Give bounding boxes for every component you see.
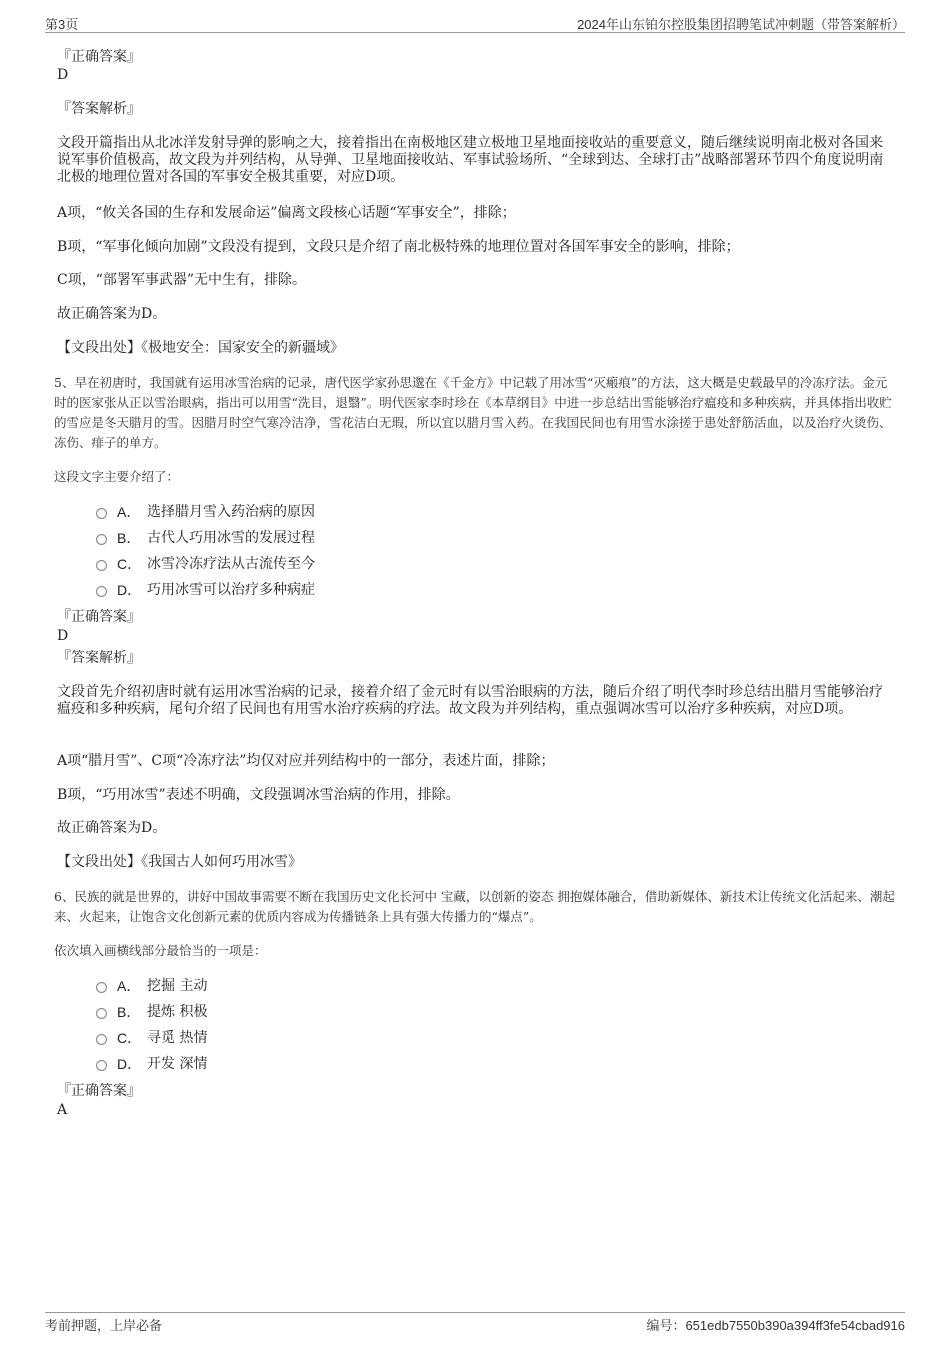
q4-source: 【文段出处】《极地安全：国家安全的新疆域》 [57,340,344,356]
q4-analysis-label: 『答案解析』 [57,101,141,117]
q4-option-c-note: C项，“部署军事武器”无中生有，排除。 [57,272,307,288]
radio-icon[interactable] [96,1034,107,1045]
radio-icon[interactable] [96,982,107,993]
radio-icon[interactable] [96,508,107,519]
q6-option-d[interactable]: D． 开发 深情 [96,1055,207,1073]
q5-answer: D [57,628,69,644]
q4-conclusion: 故正确答案为D。 [57,306,167,322]
q5-option-c[interactable]: C． 冰雪冷冻疗法从古流传至今 [96,555,315,573]
q6-prompt: 依次填入画横线部分最恰当的一项是： [54,943,267,958]
q5-option-a[interactable]: A． 选择腊月雪入药治病的原因 [96,503,315,521]
q6-answer-label: 『正确答案』 [57,1083,141,1099]
q5-option-b-note: B项，“巧用冰雪”表述不明确，文段强调冰雪治病的作用，排除。 [57,787,460,803]
q5-analysis-label: 『答案解析』 [57,650,141,666]
radio-icon[interactable] [96,1060,107,1071]
radio-icon[interactable] [96,1008,107,1019]
page-footer [45,1312,905,1333]
q6-stem: 6、民族的就是世界的，讲好中国故事需要不断在我国历史文化长河中 宝藏，以创新的姿态 拥抱媒体融合，借助新媒体、新技术让传统文化活起来、潮起来、火起来，让饱含文化创新元素的优质内容成为传播链条上具有强大传播力的“爆点”。 [54,889,895,924]
q5-answer-label: 『正确答案』 [57,609,141,625]
radio-icon[interactable] [96,586,107,597]
q6-answer: A [57,1102,68,1118]
footer-slogan: 考前押题，上岸必备 [45,1319,163,1334]
q6-option-a[interactable]: A． 挖掘 主动 [96,977,207,995]
q6-option-c[interactable]: C． 寻觅 热情 [96,1029,207,1047]
q5-analysis: 文段首先介绍初唐时就有运用冰雪治病的记录，接着介绍了金元时有以雪治眼病的方法，随后介绍了明代李时珍总结出腊月雪能够治疗瘟疫和多种疾病，尾句介绍了民间也有用雪水治疗疾病的疗法。故文段为并列结构，重点强调冰雪可以治疗多种疾病，对应D项。 [57,684,883,717]
q5-source: 【文段出处】《我国古人如何巧用冰雪》 [57,854,302,870]
document-code: 编号：651edb7550b390a394ff3fe54cbad916 [646,1318,905,1333]
q5-conclusion: 故正确答案为D。 [57,820,167,836]
page-header [45,14,905,33]
q6-option-b[interactable]: B． 提炼 积极 [96,1003,207,1021]
page-number: 第3页 [45,17,79,32]
radio-icon[interactable] [96,534,107,545]
q4-option-a-note: A项，“攸关各国的生存和发展命运”偏离文段核心话题“军事安全”，排除； [57,205,516,221]
q4-answer: D [57,67,69,83]
q4-analysis: 文段开篇指出从北冰洋发射导弹的影响之大，接着指出在南极地区建立极地卫星地面接收站的重要意义，随后继续说明南北极对各国来说军事价值极高，故文段为并列结构，从导弹、卫星地面接收站、军事试验场所、“全球到达、全球打击”战略部署环节四个角度说明南北极的地理位置对各国的军事安全极其重要，对应D项。 [57,135,884,185]
q4-answer-label: 『正确答案』 [57,49,141,65]
q5-stem: 5、早在初唐时，我国就有运用冰雪治病的记录，唐代医学家孙思邈在《千金方》中记载了用冰雪“灭瘢痕”的方法，这大概是史载最早的冷冻疗法。金元时的医家张从正以雪治眼病，指出可以用雪“洗目，退翳”。明代医家李时珍在《本草纲目》中进一步总结出雪能够治疗瘟疫和多种疾病，并具体指出收贮的雪应是冬天腊月的雪。因腊月时空气寒冷洁净，雪花洁白无瑕，所以宜以腊月雪入药。在我国民间也有用雪水涂搓于患处舒筋活血，以及治疗火烫伤、冻伤、痱子的单方。 [54,375,892,450]
q4-option-b-note: B项，“军事化倾向加剧”文段没有提到，文段只是介绍了南北极特殊的地理位置对各国军事安全的影响，排除； [57,239,740,255]
q5-option-b[interactable]: B． 古代人巧用冰雪的发展过程 [96,529,315,547]
q5-option-ac-note: A项“腊月雪”、C项“冷冻疗法”均仅对应并列结构中的一部分，表述片面，排除； [57,753,555,769]
document-title: 2024年山东铂尔控股集团招聘笔试冲刺题（带答案解析） [577,17,905,32]
q5-option-d[interactable]: D． 巧用冰雪可以治疗多种病症 [96,581,315,599]
q5-prompt: 这段文字主要介绍了： [54,469,180,484]
radio-icon[interactable] [96,560,107,571]
